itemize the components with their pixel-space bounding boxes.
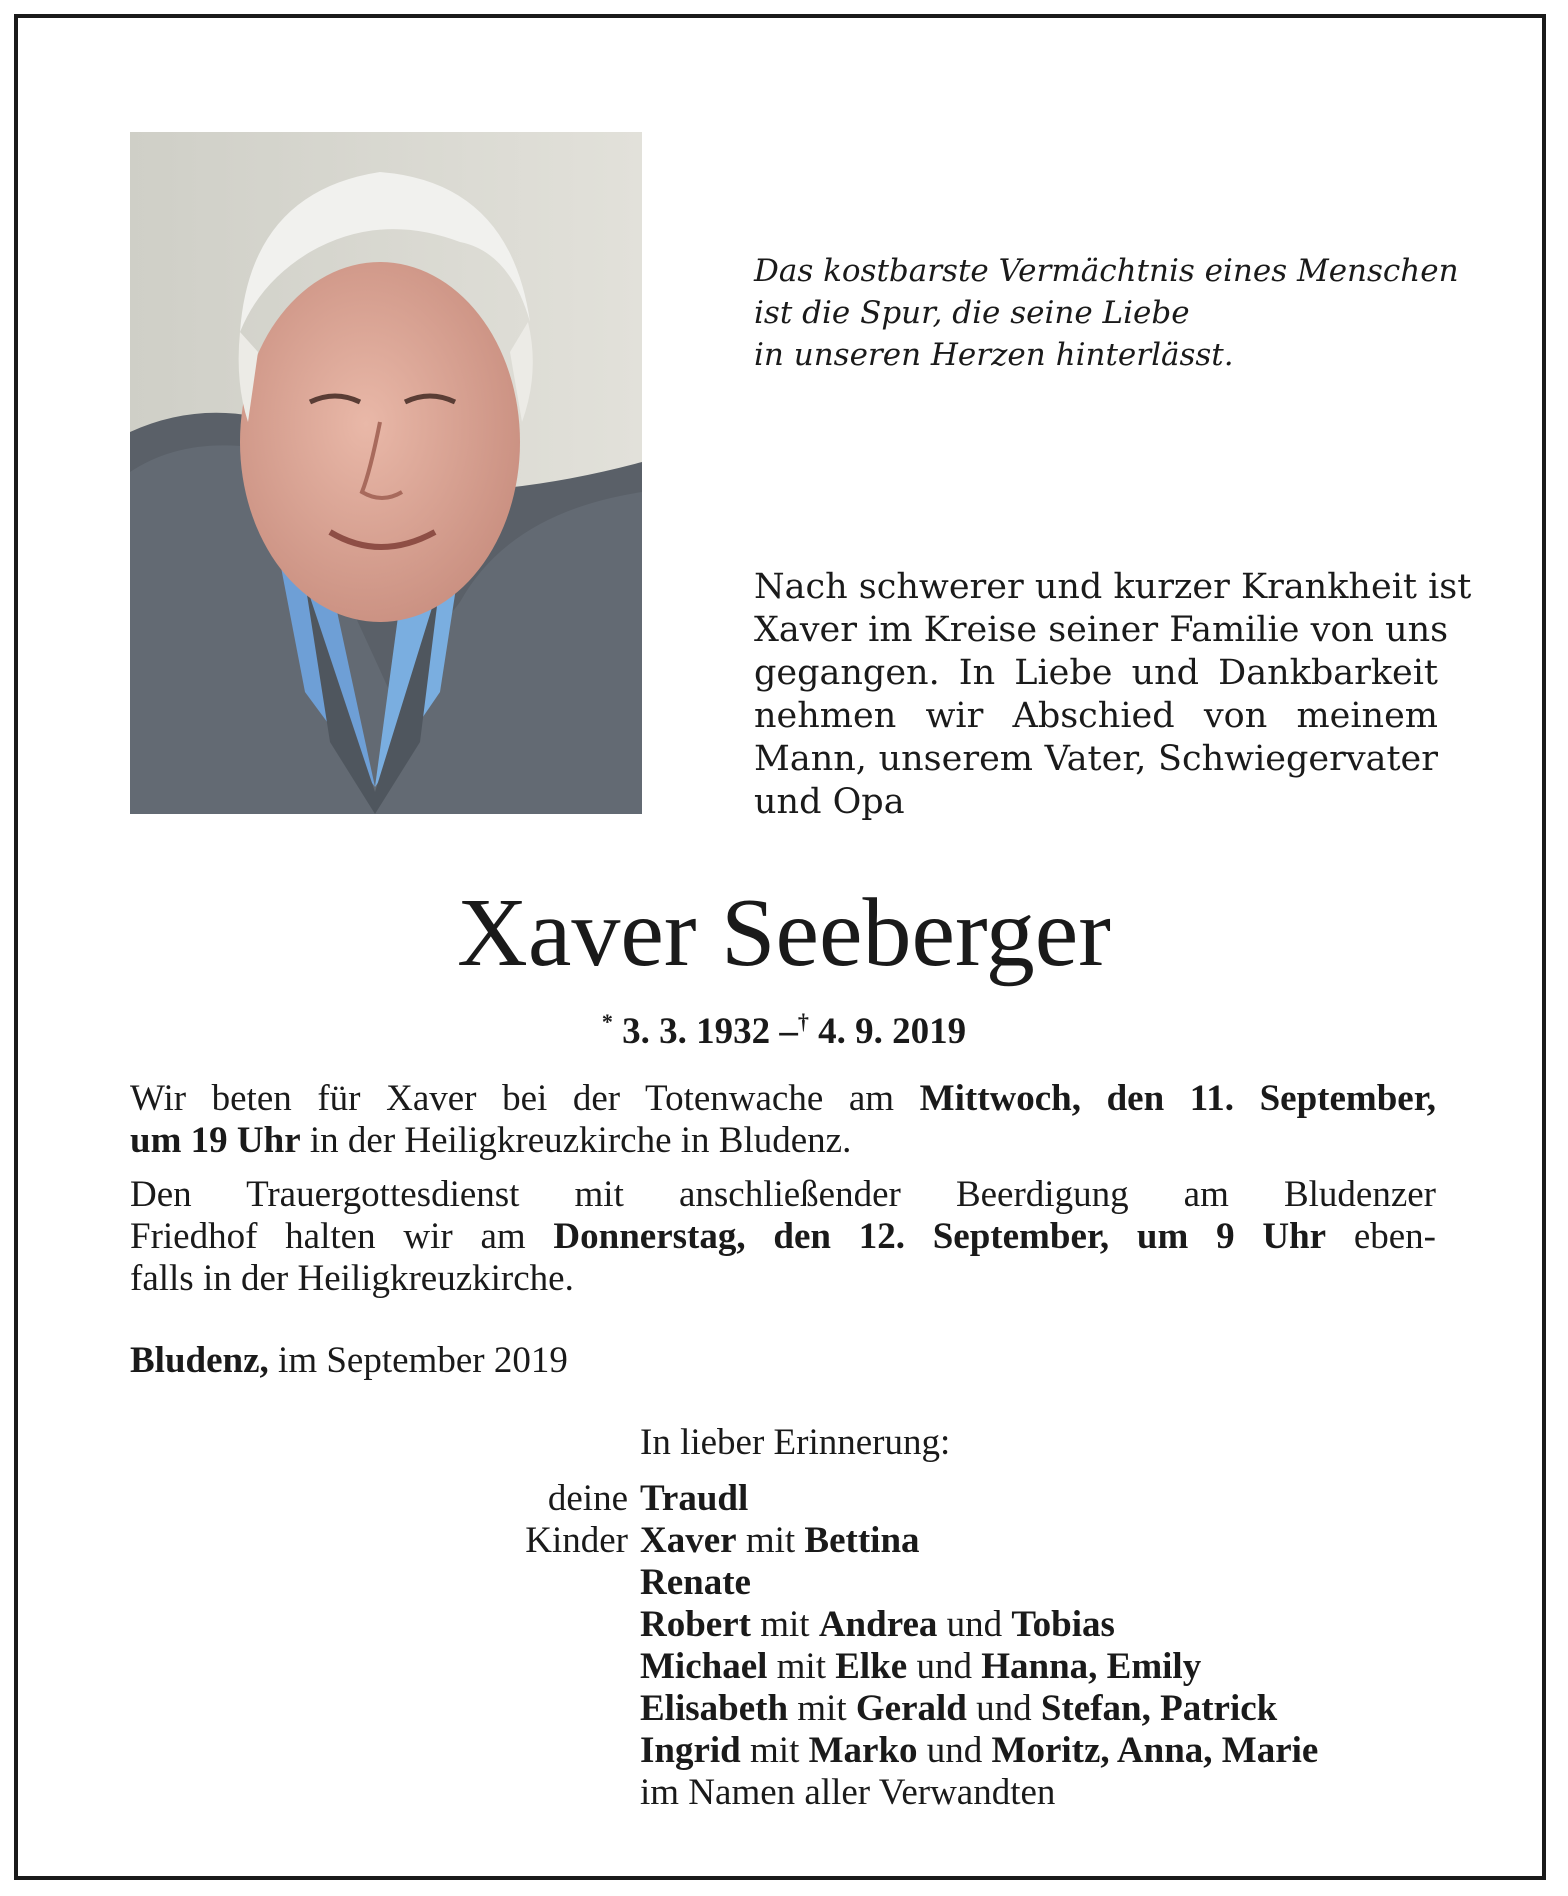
family-row bbox=[640, 1562, 1500, 1604]
family-row bbox=[640, 1688, 1500, 1730]
word-with: mit bbox=[740, 1730, 809, 1771]
word-with: mit bbox=[788, 1688, 856, 1729]
portrait-photo bbox=[130, 132, 642, 814]
intro-line: Mann, unserem Vater, Schwiegervater bbox=[754, 739, 1438, 779]
label-children: Kinder bbox=[525, 1520, 628, 1561]
memorial-quote bbox=[754, 250, 1494, 376]
word-with: mit bbox=[750, 1604, 819, 1645]
word-and: und bbox=[917, 1730, 992, 1771]
funeral-line: Den Trauergottesdienst mit anschließender Beerdigung am Bludenzer bbox=[130, 1174, 1436, 1215]
vigil-location: in der Heiligkreuzkirche in Bludenz. bbox=[300, 1120, 852, 1161]
life-dates bbox=[0, 1000, 1568, 1054]
intro-line: Nach schwerer und kurzer Krankheit ist bbox=[754, 567, 1472, 607]
family-row: im Namen aller Verwandten bbox=[640, 1772, 1056, 1813]
family-names bbox=[640, 1478, 1500, 1814]
comma: , bbox=[1088, 1646, 1107, 1687]
child-name: Renate bbox=[640, 1562, 751, 1603]
family-row bbox=[640, 1646, 1500, 1688]
vigil-date: Mittwoch, den 11. September, bbox=[919, 1078, 1436, 1119]
partner-name: Marko bbox=[808, 1730, 918, 1771]
grandchild-name: Moritz bbox=[991, 1730, 1101, 1771]
vigil-text: Wir beten für Xaver bei der Totenwache am bbox=[130, 1078, 920, 1119]
quote-line: Das kostbarste Vermächtnis eines Menschen bbox=[754, 253, 1459, 289]
death-date: 4. 9. 2019 bbox=[818, 1011, 967, 1052]
place-month: im September 2019 bbox=[268, 1340, 568, 1381]
place-date bbox=[130, 1340, 1436, 1382]
word-with: mit bbox=[736, 1520, 805, 1561]
partner-name: Bettina bbox=[804, 1520, 920, 1561]
comma: , bbox=[1100, 1730, 1117, 1771]
intro-line: Xaver im Kreise seiner Familie von uns bbox=[754, 610, 1449, 650]
child-name: Michael bbox=[640, 1646, 768, 1687]
grandchild-name: Marie bbox=[1221, 1730, 1319, 1771]
child-name: Elisabeth bbox=[640, 1688, 789, 1729]
funeral-line: falls in der Heiligkreuzkirche. bbox=[130, 1258, 574, 1299]
family-row bbox=[640, 1730, 1500, 1772]
grandchild-name: Hanna bbox=[981, 1646, 1089, 1687]
comma: , bbox=[1141, 1688, 1161, 1729]
intro-line: nehmen wir Abschied von meinem bbox=[754, 696, 1438, 736]
word-and: und bbox=[966, 1688, 1041, 1729]
portrait-image bbox=[130, 132, 642, 814]
intro-line: und Opa bbox=[754, 782, 905, 822]
funeral-text: eben- bbox=[1326, 1216, 1437, 1257]
comma: , bbox=[1203, 1730, 1222, 1771]
quote-line: ist die Spur, die seine Liebe bbox=[754, 295, 1190, 331]
grandchild-name: Stefan bbox=[1040, 1688, 1142, 1729]
funeral-paragraph bbox=[130, 1174, 1436, 1300]
vigil-paragraph bbox=[130, 1078, 1436, 1162]
funeral-date: Donnerstag, den 12. September, um 9 Uhr bbox=[553, 1216, 1327, 1257]
family-row bbox=[640, 1478, 1500, 1520]
place-city: Bludenz, bbox=[130, 1340, 269, 1381]
intro-text bbox=[754, 566, 1472, 824]
grandchild-name: Emily bbox=[1106, 1646, 1202, 1687]
intro-line: gegangen. In Liebe und Dankbarkeit bbox=[754, 653, 1438, 693]
child-name: Robert bbox=[640, 1604, 751, 1645]
word-and: und bbox=[937, 1604, 1012, 1645]
family-labels bbox=[430, 1478, 628, 1562]
grandchild-name: Tobias bbox=[1011, 1604, 1115, 1645]
family-row bbox=[640, 1520, 1500, 1562]
word-with: mit bbox=[767, 1646, 836, 1687]
memory-heading: In lieber Erinnerung: bbox=[640, 1422, 951, 1463]
partner-name: Gerald bbox=[855, 1688, 967, 1729]
child-name: Ingrid bbox=[640, 1730, 741, 1771]
family-row bbox=[640, 1604, 1500, 1646]
partner-name: Elke bbox=[835, 1646, 908, 1687]
vigil-time: um 19 Uhr bbox=[130, 1120, 301, 1161]
death-symbol: † bbox=[797, 1009, 809, 1034]
funeral-text: Friedhof halten wir am bbox=[130, 1216, 554, 1257]
child-name: Xaver bbox=[640, 1520, 737, 1561]
date-separator: – bbox=[779, 1011, 798, 1052]
grandchild-name: Anna bbox=[1116, 1730, 1204, 1771]
partner-name: Andrea bbox=[818, 1604, 938, 1645]
label-spouse: deine bbox=[547, 1478, 628, 1519]
birth-date: 3. 3. 1932 bbox=[622, 1011, 771, 1052]
quote-line: in unseren Herzen hinterlässt. bbox=[754, 337, 1234, 373]
spouse-name: Traudl bbox=[640, 1478, 749, 1519]
birth-symbol: * bbox=[601, 1009, 613, 1034]
grandchild-name: Patrick bbox=[1160, 1688, 1278, 1729]
deceased-name: Xaver Seeberger bbox=[457, 879, 1111, 987]
word-and: und bbox=[907, 1646, 982, 1687]
